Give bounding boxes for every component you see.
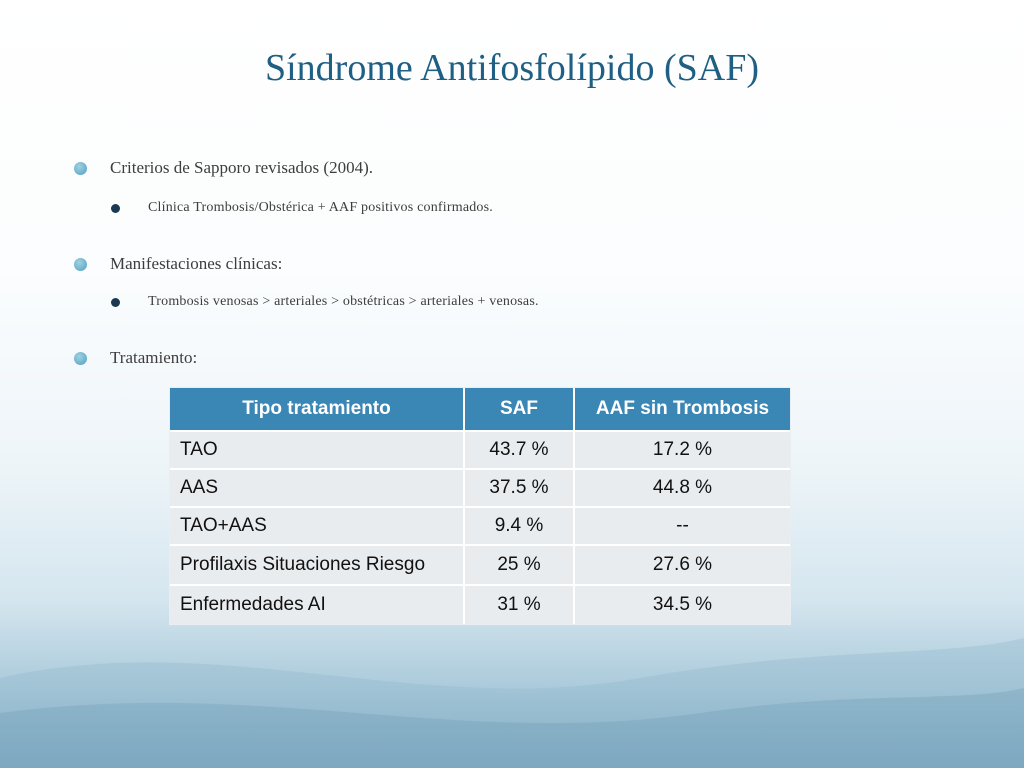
slide-title: Síndrome Antifosfolípido (SAF) (264, 47, 760, 89)
table-cell: 9.4 % (464, 507, 574, 545)
table-cell: 25 % (464, 545, 574, 585)
table-cell: Profilaxis Situaciones Riesgo (170, 545, 464, 585)
sub-bullet-text: Clínica Trombosis/Obstérica + AAF positivos confirmados. (148, 200, 493, 215)
bullet-item (110, 348, 197, 368)
table-cell: 27.6 % (574, 545, 790, 585)
table-header-row (170, 388, 790, 431)
treatment-table (170, 388, 790, 624)
sub-bullet-text: Trombosis venosas > arteriales > obstétricas > arteriales + venosas. (148, 294, 539, 309)
table-cell: Enfermedades AI (170, 585, 464, 624)
bullet-dot-icon (74, 162, 87, 175)
table-row (170, 469, 790, 507)
table-row (170, 507, 790, 545)
bullet-text: Manifestaciones clínicas: (110, 254, 283, 273)
bullet-text: Tratamiento: (110, 348, 198, 367)
sub-bullet-dot-icon (111, 204, 120, 213)
table-cell: AAS (170, 469, 464, 507)
sub-bullet-item (148, 200, 493, 216)
bullet-item (110, 254, 282, 274)
table-cell: TAO+AAS (170, 507, 464, 545)
table-cell: 34.5 % (574, 585, 790, 624)
sub-bullet-item (148, 294, 539, 310)
bullet-item (110, 158, 373, 178)
column-header-treatment-type: Tipo tratamiento (170, 388, 464, 431)
bullet-dot-icon (74, 352, 87, 365)
table-row (170, 585, 790, 624)
table-cell: -- (574, 507, 790, 545)
table-cell: 37.5 % (464, 469, 574, 507)
table-row (170, 431, 790, 469)
table-cell: 17.2 % (574, 431, 790, 469)
table-cell: TAO (170, 431, 464, 469)
column-header-saf: SAF (464, 388, 574, 431)
table-row (170, 545, 790, 585)
bullet-dot-icon (74, 258, 87, 271)
column-header-aaf: AAF sin Trombosis (574, 388, 790, 431)
table-cell: 43.7 % (464, 431, 574, 469)
table-cell: 31 % (464, 585, 574, 624)
table-cell: 44.8 % (574, 469, 790, 507)
bullet-text: Criterios de Sapporo revisados (2004). (110, 158, 373, 177)
sub-bullet-dot-icon (111, 298, 120, 307)
